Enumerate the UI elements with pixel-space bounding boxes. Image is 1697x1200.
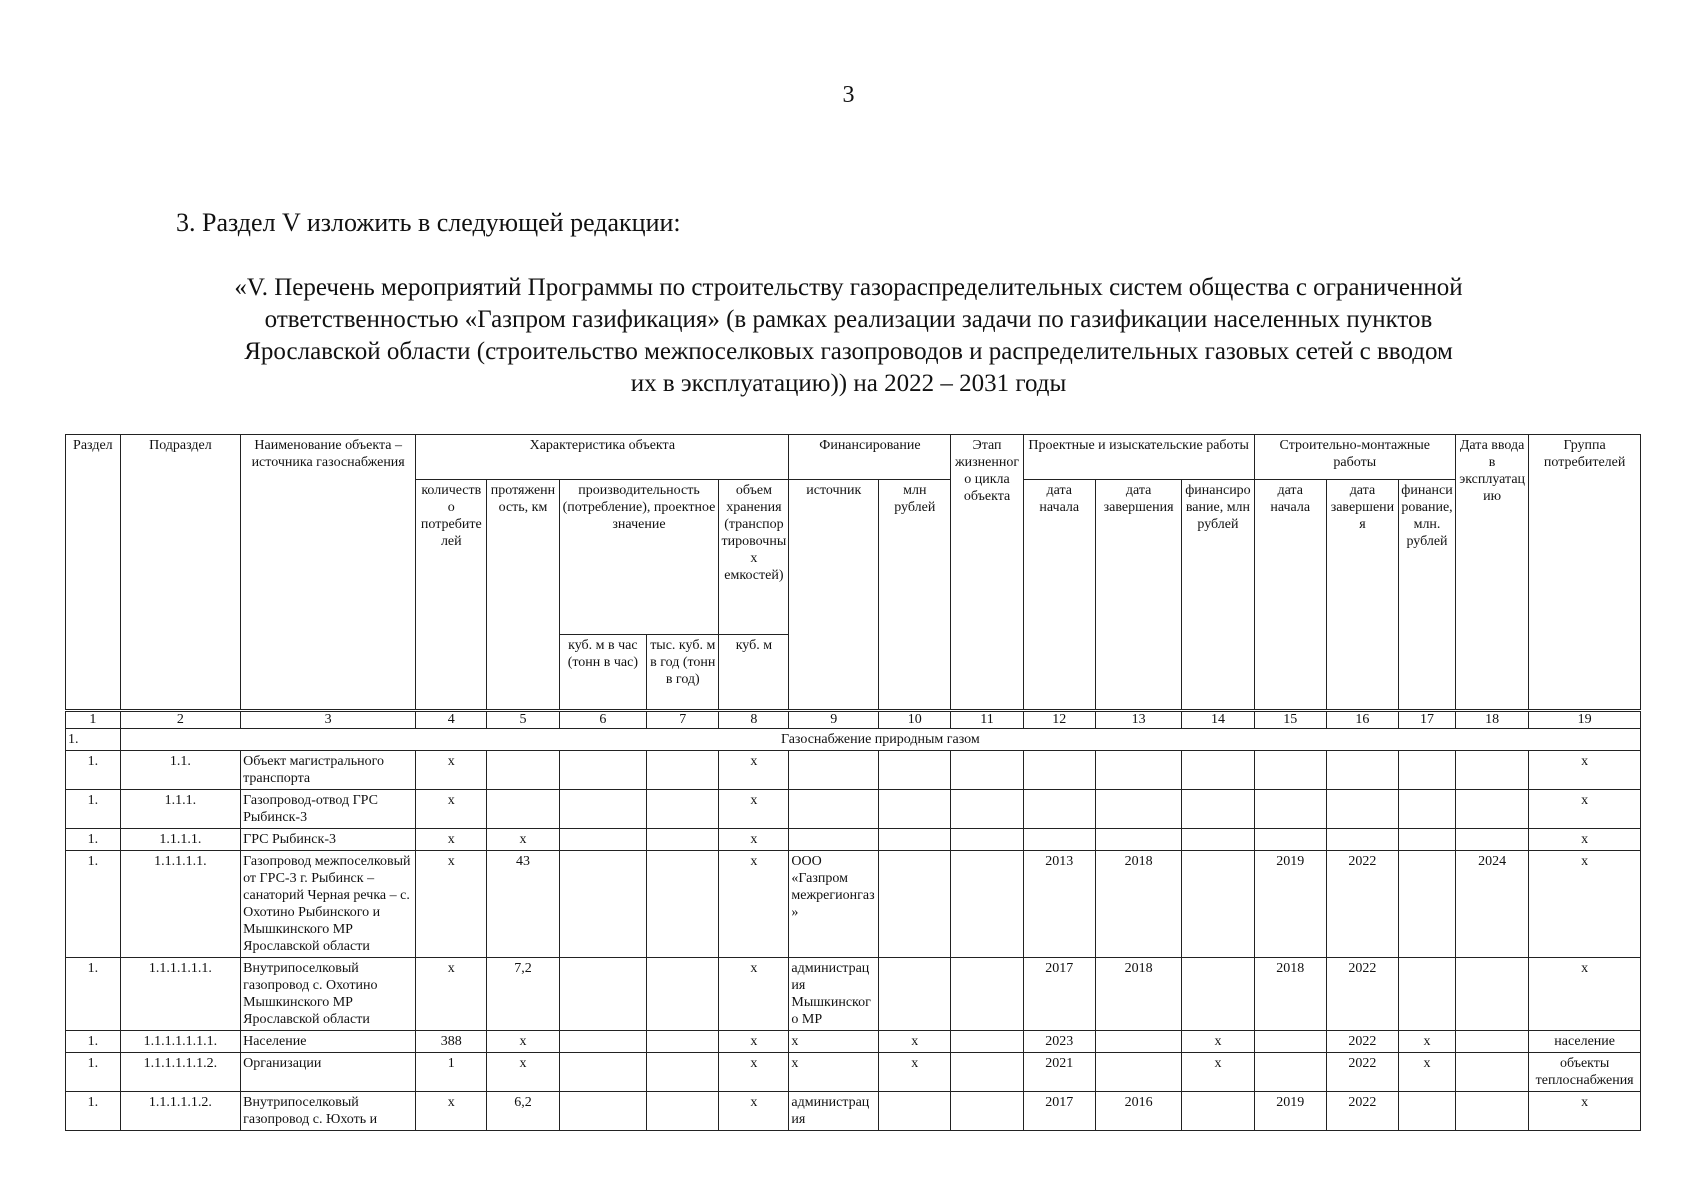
header-characteristics: Характеристика объекта	[416, 435, 789, 480]
table-cell	[559, 851, 647, 958]
table-cell: x	[789, 1053, 879, 1092]
section-heading: Газоснабжение природным газом	[120, 729, 1640, 751]
measures-table	[65, 434, 1641, 1131]
table-cell	[1399, 851, 1456, 958]
table-cell	[647, 829, 719, 851]
table-cell	[1095, 790, 1181, 829]
header-cubic-per-hour: куб. м в час (тонн в час)	[559, 635, 647, 711]
table-cell: x	[416, 1092, 487, 1131]
table-cell	[951, 1053, 1023, 1092]
table-cell: x	[487, 1031, 559, 1053]
header-design-works: Проектные и изыскательские работы	[1023, 435, 1254, 480]
table-cell	[1182, 829, 1254, 851]
column-number: 5	[487, 711, 559, 729]
table-cell: x	[879, 1031, 951, 1053]
table-cell	[1254, 1053, 1326, 1092]
title-line: Ярославской области (строительство межпоселковых газопроводов и распределительных газовых сетей с вводом	[244, 338, 1453, 365]
table-cell: x	[487, 1053, 559, 1092]
table-cell: 2018	[1095, 851, 1181, 958]
table-row	[66, 958, 1641, 1031]
table-cell	[647, 751, 719, 790]
section-row	[66, 729, 1641, 751]
header-thousand-cubic-year: тыс. куб. м в год (тонн в год)	[647, 635, 719, 711]
table-cell: 2022	[1326, 958, 1398, 1031]
header-mln-rub: млн рублей	[879, 480, 951, 711]
column-number: 18	[1455, 711, 1528, 729]
table-cell	[951, 751, 1023, 790]
table-cell: Газопровод межпоселковый от ГРС-3 г. Рыбинск – санаторий Черная речка – с. Охотино Рыбинского и Мышкинского МР Ярославской области	[241, 851, 416, 958]
table-cell	[559, 790, 647, 829]
table-cell	[647, 1031, 719, 1053]
table-cell: Внутрипоселковый газопровод с. Юхоть и	[241, 1092, 416, 1131]
column-number: 3	[241, 711, 416, 729]
table-cell	[1326, 751, 1398, 790]
table-cell: x	[1399, 1053, 1456, 1092]
table-cell	[1455, 1092, 1528, 1131]
table-cell	[647, 1053, 719, 1092]
section-title	[110, 272, 1587, 400]
table-cell	[879, 958, 951, 1031]
page-number: 3	[842, 82, 855, 108]
table-cell	[1023, 751, 1095, 790]
table-cell: 1.	[66, 1031, 121, 1053]
table-cell: x	[719, 1092, 789, 1131]
header-cubic-m: куб. м	[719, 635, 789, 711]
table-cell	[789, 751, 879, 790]
table-cell	[647, 790, 719, 829]
table-row	[66, 751, 1641, 790]
table-cell: x	[416, 829, 487, 851]
table-cell: ООО «Газпром межрегионгаз»	[789, 851, 879, 958]
table-cell	[1326, 829, 1398, 851]
header-object-name: Наименование объекта – источника газоснабжения	[241, 435, 416, 711]
table-cell	[1095, 1053, 1181, 1092]
table-cell	[879, 829, 951, 851]
table-cell	[647, 958, 719, 1031]
header-storage: объем хранения (транспортировочных емкостей)	[719, 480, 789, 635]
section-number: 1.	[66, 729, 121, 751]
table-cell: 2018	[1254, 958, 1326, 1031]
table-cell: Внутрипоселковый газопровод с. Охотино Мышкинского МР Ярославской области	[241, 958, 416, 1031]
table-row	[66, 790, 1641, 829]
table-cell: x	[1529, 1092, 1641, 1131]
table-cell: 1.1.1.1.1.1.	[120, 958, 240, 1031]
section-instruction: 3. Раздел V изложить в следующей редакции:	[176, 208, 681, 237]
table-cell: x	[1529, 751, 1641, 790]
table-cell	[1455, 751, 1528, 790]
table-row	[66, 1031, 1641, 1053]
table-cell	[559, 829, 647, 851]
table-cell	[951, 958, 1023, 1031]
table-cell: Организации	[241, 1053, 416, 1092]
table-cell	[1182, 958, 1254, 1031]
table-cell	[1455, 829, 1528, 851]
header-financing: Финансирование	[789, 435, 951, 480]
table-cell: 1.1.1.1.1.1.2.	[120, 1053, 240, 1092]
header-commission-date: Дата ввода в эксплуатацию	[1455, 435, 1528, 711]
header-design-start: дата начала	[1023, 480, 1095, 711]
title-line: их в эксплуатацию)) на 2022 – 2031 годы	[630, 370, 1067, 397]
column-number-row	[66, 711, 1641, 729]
table-cell	[951, 1031, 1023, 1053]
table-cell: администрация	[789, 1092, 879, 1131]
column-number: 16	[1326, 711, 1398, 729]
table-cell	[879, 790, 951, 829]
table-cell: 1	[416, 1053, 487, 1092]
table-cell	[1399, 790, 1456, 829]
table-cell	[559, 958, 647, 1031]
table-cell: 1.1.	[120, 751, 240, 790]
table-cell: x	[789, 1031, 879, 1053]
table-cell: x	[1182, 1031, 1254, 1053]
table-cell	[487, 790, 559, 829]
column-number: 4	[416, 711, 487, 729]
table-cell: 1.	[66, 958, 121, 1031]
header-consumers-count: количество потребителей	[416, 480, 487, 711]
table-cell: x	[719, 790, 789, 829]
table-cell	[559, 1092, 647, 1131]
table-cell: x	[416, 958, 487, 1031]
column-number: 14	[1182, 711, 1254, 729]
table-header-row	[66, 435, 1641, 480]
table-cell	[487, 751, 559, 790]
table-cell: 2019	[1254, 1092, 1326, 1131]
table-row	[66, 1092, 1641, 1131]
table-cell	[1455, 790, 1528, 829]
table-cell: 2019	[1254, 851, 1326, 958]
title-line: ответственностью «Газпром газификация» (в рамках реализации задачи по газификации населенных пунктов	[264, 306, 1433, 333]
table-cell	[951, 1092, 1023, 1131]
table-cell: x	[1529, 829, 1641, 851]
table-cell	[1326, 790, 1398, 829]
header-razdel: Раздел	[66, 435, 121, 711]
table-cell: 2018	[1095, 958, 1181, 1031]
table-cell: 2022	[1326, 851, 1398, 958]
table-cell: x	[1399, 1031, 1456, 1053]
table-cell: 1.1.1.1.1.2.	[120, 1092, 240, 1131]
table-cell: x	[1182, 1053, 1254, 1092]
table-cell: 1.	[66, 1053, 121, 1092]
table-cell	[1023, 790, 1095, 829]
table-cell	[647, 851, 719, 958]
header-design-end: дата завершения	[1095, 480, 1181, 711]
header-lifecycle: Этап жизненного цикла объекта	[951, 435, 1023, 711]
table-cell	[879, 851, 951, 958]
table-cell: Газопровод-отвод ГРС Рыбинск-3	[241, 790, 416, 829]
table-cell: x	[416, 851, 487, 958]
table-cell: x	[416, 751, 487, 790]
table-cell: x	[879, 1053, 951, 1092]
table-cell: x	[719, 1031, 789, 1053]
column-number: 10	[879, 711, 951, 729]
table-cell	[1182, 1092, 1254, 1131]
table-cell: 2022	[1326, 1031, 1398, 1053]
table-cell: 2022	[1326, 1053, 1398, 1092]
table-cell	[951, 851, 1023, 958]
table-cell	[1455, 958, 1528, 1031]
table-cell: 2017	[1023, 1092, 1095, 1131]
table-cell: 2024	[1455, 851, 1528, 958]
table-cell: x	[1529, 851, 1641, 958]
table-cell: x	[1529, 790, 1641, 829]
table-cell: 1.	[66, 1092, 121, 1131]
table-cell: объекты теплоснабжения	[1529, 1053, 1641, 1092]
table-cell	[951, 829, 1023, 851]
column-number: 17	[1399, 711, 1456, 729]
header-consumer-group: Группа потребителей	[1529, 435, 1641, 711]
table-cell	[951, 790, 1023, 829]
table-cell	[1182, 790, 1254, 829]
table-row	[66, 829, 1641, 851]
table-cell	[647, 1092, 719, 1131]
table-cell: 2023	[1023, 1031, 1095, 1053]
table-cell	[1182, 851, 1254, 958]
table-cell: 2022	[1326, 1092, 1398, 1131]
header-podrazdel: Подраздел	[120, 435, 240, 711]
table-cell: x	[487, 829, 559, 851]
table-cell	[559, 1031, 647, 1053]
table-cell	[1399, 751, 1456, 790]
table-cell: администрация Мышкинского МР	[789, 958, 879, 1031]
table-cell	[1095, 751, 1181, 790]
header-construction-financing: финансирование, млн. рублей	[1399, 480, 1456, 711]
table-cell: 1.	[66, 829, 121, 851]
table-cell: 2016	[1095, 1092, 1181, 1131]
table-cell: x	[719, 751, 789, 790]
title-line: «V. Перечень мероприятий Программы по строительству газораспределительных систем общества с ограниченной	[234, 274, 1463, 301]
table-cell: 1.	[66, 751, 121, 790]
table-cell: 1.1.1.	[120, 790, 240, 829]
table-cell: x	[416, 790, 487, 829]
column-number: 1	[66, 711, 121, 729]
table-cell: 2013	[1023, 851, 1095, 958]
column-number: 15	[1254, 711, 1326, 729]
table-cell	[1095, 1031, 1181, 1053]
table-cell	[1455, 1053, 1528, 1092]
table-cell: 1.1.1.1.	[120, 829, 240, 851]
table-cell	[1399, 958, 1456, 1031]
table-cell	[559, 1053, 647, 1092]
table-cell	[1399, 829, 1456, 851]
table-row	[66, 851, 1641, 958]
table-cell	[879, 751, 951, 790]
table-cell: 1.	[66, 790, 121, 829]
table-cell: x	[719, 1053, 789, 1092]
table-cell: ГРС Рыбинск-3	[241, 829, 416, 851]
table-cell: 6,2	[487, 1092, 559, 1131]
table-row	[66, 1053, 1641, 1092]
table-cell	[1254, 829, 1326, 851]
column-number: 8	[719, 711, 789, 729]
table-cell	[1182, 751, 1254, 790]
column-number: 12	[1023, 711, 1095, 729]
header-construction-start: дата начала	[1254, 480, 1326, 711]
table-cell	[559, 751, 647, 790]
header-construction-works: Строительно-монтажные работы	[1254, 435, 1455, 480]
table-body	[66, 751, 1641, 1131]
table-cell	[789, 790, 879, 829]
column-number: 6	[559, 711, 647, 729]
table-cell	[1455, 1031, 1528, 1053]
column-number: 9	[789, 711, 879, 729]
header-design-financing: финансирование, млн рублей	[1182, 480, 1254, 711]
table-cell	[1095, 829, 1181, 851]
table-cell: 1.	[66, 851, 121, 958]
table-cell: 43	[487, 851, 559, 958]
table-cell: 2021	[1023, 1053, 1095, 1092]
header-capacity: производительность (потребление), проектное значение	[559, 480, 719, 635]
column-number: 19	[1529, 711, 1641, 729]
table-cell: 7,2	[487, 958, 559, 1031]
table-cell: население	[1529, 1031, 1641, 1053]
table-cell: Население	[241, 1031, 416, 1053]
table-cell	[1254, 751, 1326, 790]
header-source: источник	[789, 480, 879, 711]
column-number: 11	[951, 711, 1023, 729]
table-cell	[1023, 829, 1095, 851]
column-number: 7	[647, 711, 719, 729]
table-cell: Объект магистрального транспорта	[241, 751, 416, 790]
table-cell: x	[719, 829, 789, 851]
table-cell	[879, 1092, 951, 1131]
table-cell: 2017	[1023, 958, 1095, 1031]
table-cell: x	[1529, 958, 1641, 1031]
table-cell: 1.1.1.1.1.1.1.	[120, 1031, 240, 1053]
column-number: 13	[1095, 711, 1181, 729]
table-cell	[789, 829, 879, 851]
table-cell	[1254, 1031, 1326, 1053]
header-construction-end: дата завершения	[1326, 480, 1398, 711]
header-length: протяженность, км	[487, 480, 559, 711]
table-cell: 1.1.1.1.1.	[120, 851, 240, 958]
table-cell	[1254, 790, 1326, 829]
table-cell: 388	[416, 1031, 487, 1053]
table-cell: x	[719, 851, 789, 958]
table-cell: x	[719, 958, 789, 1031]
table-cell	[1399, 1092, 1456, 1131]
column-number: 2	[120, 711, 240, 729]
